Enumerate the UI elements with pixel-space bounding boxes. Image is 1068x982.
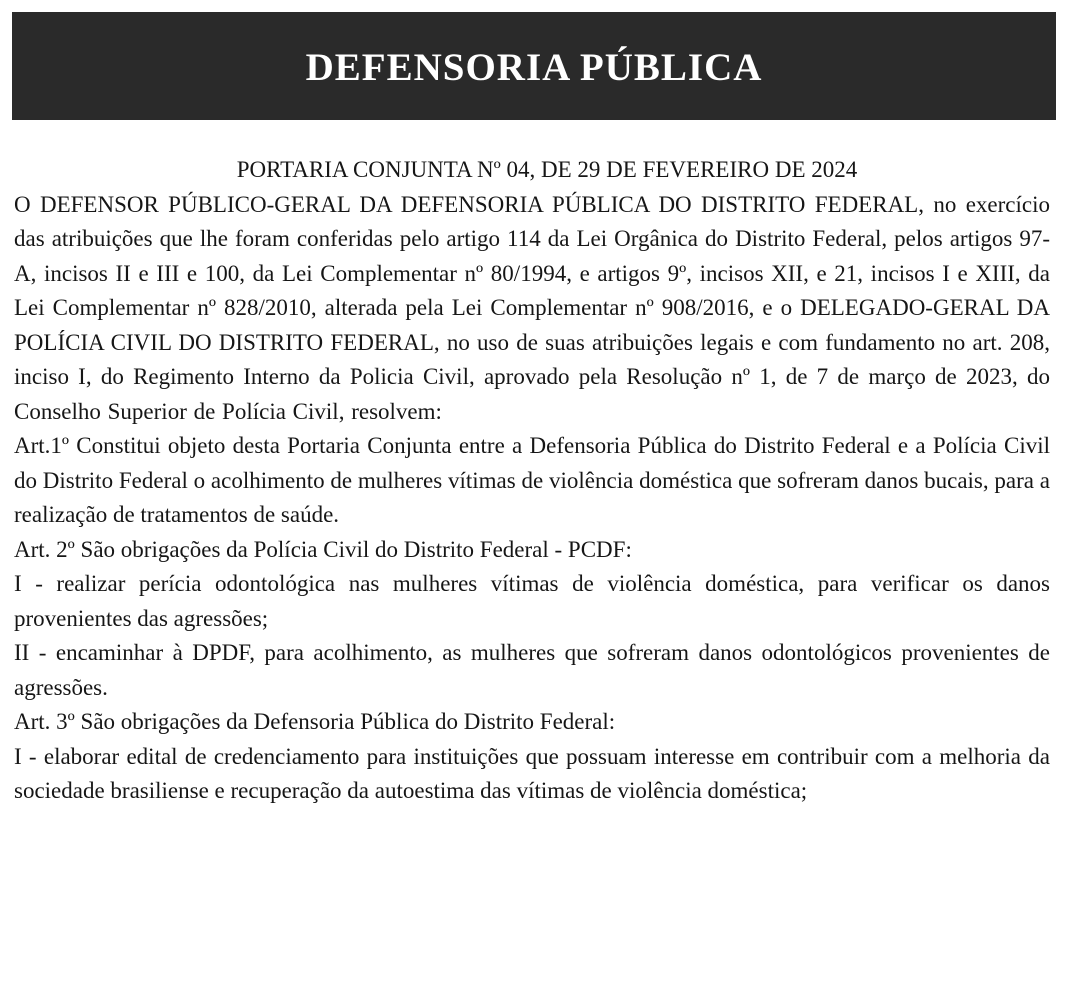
page-title: DEFENSORIA PÚBLICA (305, 45, 763, 89)
article-3-item-i: I - elaborar edital de credenciamento para instituições que possuam interesse em contribuir com a melhoria da sociedade brasiliense e recuperação da autoestima das vítimas de violência doméstica; (14, 743, 1050, 803)
document-heading: PORTARIA CONJUNTA Nº 04, DE 29 DE FEVEREIRO DE 2024 (236, 157, 858, 182)
opening-paragraph: O DEFENSOR PÚBLICO-GERAL DA DEFENSORIA PÚBLICA DO DISTRITO FEDERAL, no exercício das atribuições que lhe foram conferidas pelo artigo 114 da Lei Orgânica do Distrito Federal, pelos artigos 97-A, incisos II e III e 100, da Lei Complementar nº 80/1994, e artigos 9º, incisos XII, e 21, incisos I e XIII, da Lei Complementar nº 828/2010, alterada pela Lei Complementar nº 908/2016, e o DELEGADO-GERAL DA POLÍCIA CIVIL DO DISTRITO FEDERAL, no uso de suas atribuições legais e com fundamento no art. 208, inciso I, do Regimento Interno da Policia Civil, aprovado pela Resolução nº 1, de 7 de março de 2023, do Conselho Superior de Polícia Civil, resolvem: (14, 191, 1050, 424)
article-1: Art.1º Constitui objeto desta Portaria Conjunta entre a Defensoria Pública do Distrito Federal e a Polícia Civil do Distrito Federal o acolhimento de mulheres vítimas de violência doméstica que sofreram danos bucais, para a realização de tratamentos de saúde. (14, 433, 1050, 527)
article-2: Art. 2º São obrigações da Polícia Civil do Distrito Federal - PCDF: (14, 536, 632, 562)
header-banner (12, 12, 1056, 120)
document-body (14, 153, 1050, 809)
article-2-item-ii: II - encaminhar à DPDF, para acolhimento, as mulheres que sofreram danos odontológicos provenientes de agressões. (14, 640, 1050, 700)
article-3: Art. 3º São obrigações da Defensoria Pública do Distrito Federal: (14, 709, 616, 734)
article-2-item-i: I - realizar perícia odontológica nas mulheres vítimas de violência doméstica, para verificar os danos provenientes das agressões; (14, 571, 1050, 631)
